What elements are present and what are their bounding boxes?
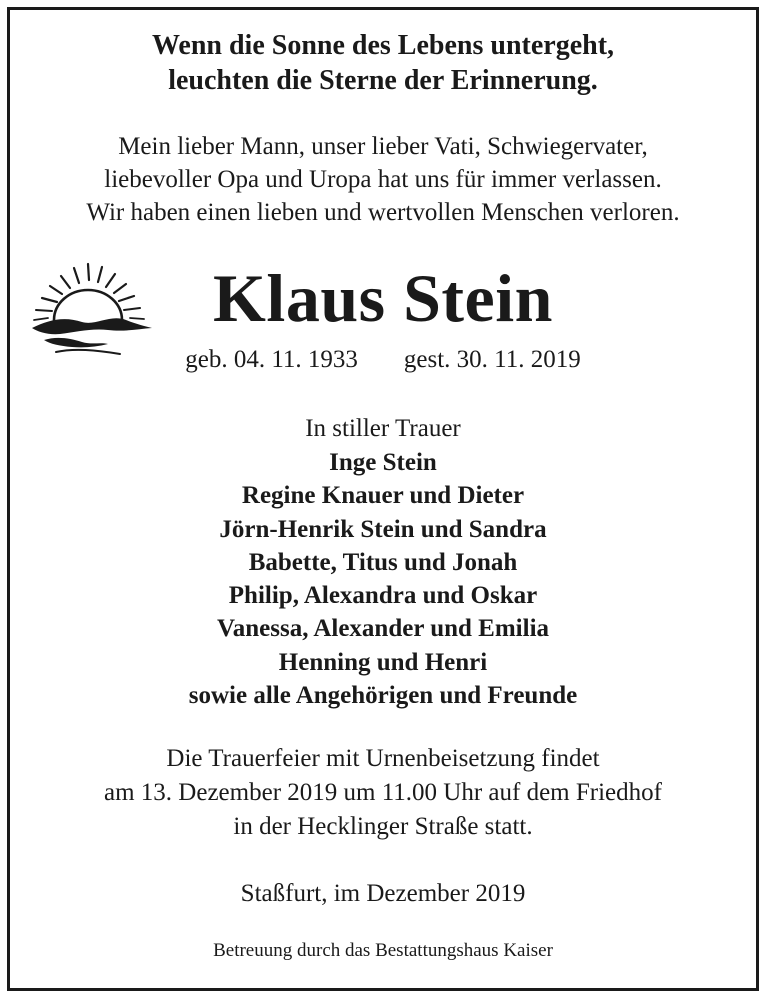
place-date: Staßfurt, im Dezember 2019: [240, 880, 526, 907]
mourner-line: Regine Knauer und Dieter: [241, 482, 525, 510]
mourner-line: Babette, Titus und Jonah: [248, 548, 518, 576]
intro-line: Mein lieber Mann, unser lieber Vati, Schwiegervater,: [118, 133, 648, 160]
deceased-name: Klaus Stein: [213, 260, 553, 336]
life-dates: [120, 344, 646, 376]
death-date: gest. 30. 11. 2019: [403, 346, 581, 373]
mourner-line: Vanessa, Alexander und Emilia: [216, 615, 550, 643]
mourning-label: In stiller Trauer: [305, 415, 461, 442]
intro-text: [0, 130, 766, 229]
ceremony-line: am 13. Dezember 2019 um 11.00 Uhr auf dem Friedhof: [104, 779, 662, 806]
setting-sun-icon: [26, 262, 154, 356]
mourners-list: [0, 446, 766, 712]
ceremony-line: Die Trauerfeier mit Urnenbeisetzung findet: [166, 745, 600, 772]
mourner-line: sowie alle Angehörigen und Freunde: [188, 682, 578, 710]
funeral-service-note: Betreuung durch das Bestattungshaus Kaiser: [213, 940, 553, 961]
mourner-line: Jörn-Henrik Stein und Sandra: [219, 515, 547, 543]
birth-date: geb. 04. 11. 1933: [185, 346, 358, 373]
motto: [0, 28, 766, 98]
ceremony-info: [0, 742, 766, 844]
motto-line: Wenn die Sonne des Lebens untergeht,: [151, 30, 615, 61]
ceremony-line: in der Hecklinger Straße statt.: [233, 813, 533, 840]
mourner-line: Philip, Alexandra und Oskar: [228, 582, 538, 610]
mourner-line: Inge Stein: [329, 449, 437, 476]
mourner-line: Henning und Henri: [278, 648, 488, 676]
intro-line: liebevoller Opa und Uropa hat uns für immer verlassen.: [104, 166, 662, 193]
motto-line: leuchten die Sterne der Erinnerung.: [168, 65, 598, 96]
intro-line: Wir haben einen lieben und wertvollen Menschen verloren.: [86, 199, 680, 226]
